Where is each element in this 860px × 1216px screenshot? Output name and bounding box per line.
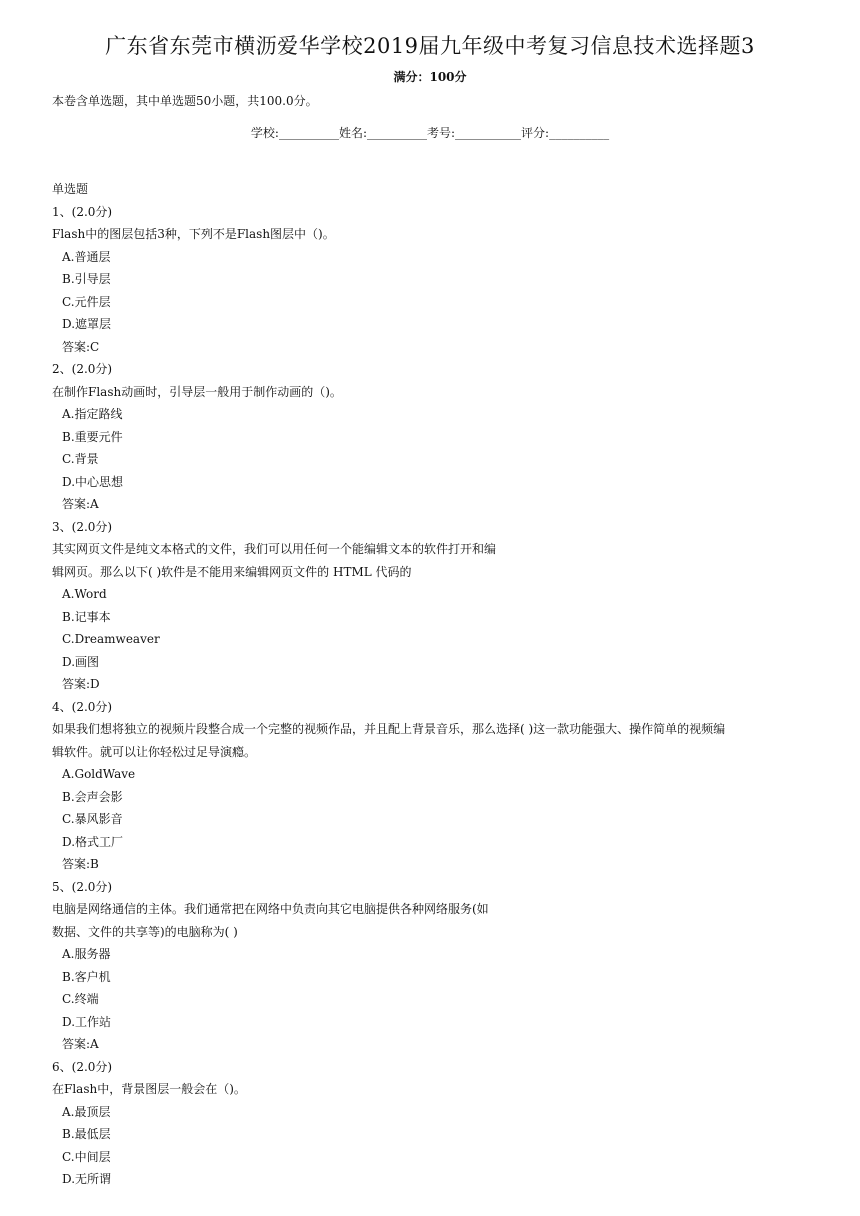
answer-option: B.引导层 <box>62 272 111 286</box>
question-block <box>52 201 812 359</box>
question-stem: Flash中的图层包括3种，下列不是Flash图层中（)。 <box>52 227 335 241</box>
question-block <box>52 696 812 876</box>
answer-option: C.Dreamweaver <box>62 632 160 646</box>
section-heading: 单选题 <box>52 182 89 196</box>
student-info-fields: 学校:__________姓名:__________考号:___________评分:__________ <box>250 126 610 140</box>
answer-option: A.最顶层 <box>62 1104 111 1119</box>
answer-option: B.重要元件 <box>62 429 123 444</box>
answer-option: D.无所谓 <box>62 1172 112 1186</box>
question-header: 1、(2.0分) <box>52 204 113 219</box>
answer-option: D.画图 <box>62 654 100 669</box>
question-block <box>52 516 812 696</box>
question-header: 5、(2.0分) <box>52 879 113 894</box>
answer-option: A.指定路线 <box>62 407 123 421</box>
answer-key: 答案:C <box>62 339 100 354</box>
question-block <box>52 1056 812 1191</box>
question-block <box>52 876 812 1056</box>
answer-option: B.最低层 <box>62 1127 111 1141</box>
answer-option: C.元件层 <box>62 294 111 309</box>
answer-option: D.中心思想 <box>62 474 124 489</box>
question-stem: 电脑是网络通信的主体。我们通常把在网络中负责向其它电脑提供各种网络服务(如 <box>52 902 489 916</box>
answer-option: C.终端 <box>62 992 99 1006</box>
answer-key: 答案:A <box>62 1037 99 1051</box>
question-block <box>52 358 812 516</box>
answer-option: C.背景 <box>62 452 99 466</box>
question-body <box>52 178 812 1191</box>
answer-option: C.中间层 <box>62 1149 111 1164</box>
answer-option: C.暴风影音 <box>62 812 123 826</box>
question-list <box>52 201 812 1191</box>
question-stem: 辑网页。那么以下( )软件是不能用来编辑网页文件的 HTML 代码的 <box>52 564 412 579</box>
answer-key: 答案:A <box>62 497 99 511</box>
answer-key: 答案:D <box>62 677 100 691</box>
document-title: 广东省东莞市横沥爱华学校2019届九年级中考复习信息技术选择题3 <box>105 34 755 58</box>
question-header: 2、(2.0分) <box>52 362 113 376</box>
question-stem: 在制作Flash动画时，引导层一般用于制作动画的（)。 <box>52 384 342 399</box>
answer-key: 答案:B <box>62 857 99 871</box>
answer-option: B.记事本 <box>62 609 111 624</box>
answer-option: B.会声会影 <box>62 789 123 804</box>
answer-option: D.遮罩层 <box>62 317 112 331</box>
question-header: 3、(2.0分) <box>52 519 113 534</box>
answer-option: B.客户机 <box>62 969 111 984</box>
answer-option: A.Word <box>62 587 107 601</box>
question-stem: 其实网页文件是纯文本格式的文件，我们可以用任何一个能编辑文本的软件打开和编 <box>52 542 497 556</box>
question-header: 4、(2.0分) <box>52 699 113 714</box>
question-stem: 数据、文件的共享等)的电脑称为( ) <box>52 924 238 939</box>
exam-intro: 本卷含单选题，其中单选题50小题，共100.0分。 <box>52 94 318 108</box>
full-score: 满分：100分 <box>393 70 467 84</box>
answer-option: D.工作站 <box>62 1014 112 1029</box>
answer-option: A.普通层 <box>62 249 111 264</box>
question-stem: 在Flash中，背景图层一般会在（)。 <box>52 1082 246 1096</box>
question-stem: 如果我们想将独立的视频片段整合成一个完整的视频作品，并且配上背景音乐，那么选择( )这一款功能强大、操作简单的视频编 <box>52 722 726 736</box>
answer-option: A.服务器 <box>62 947 111 961</box>
question-header: 6、(2.0分) <box>52 1059 113 1074</box>
question-stem: 辑软件。就可以让你轻松过足导演瘾。 <box>52 744 257 759</box>
answer-option: D.格式工厂 <box>62 834 124 849</box>
answer-option: A.GoldWave <box>62 767 136 781</box>
